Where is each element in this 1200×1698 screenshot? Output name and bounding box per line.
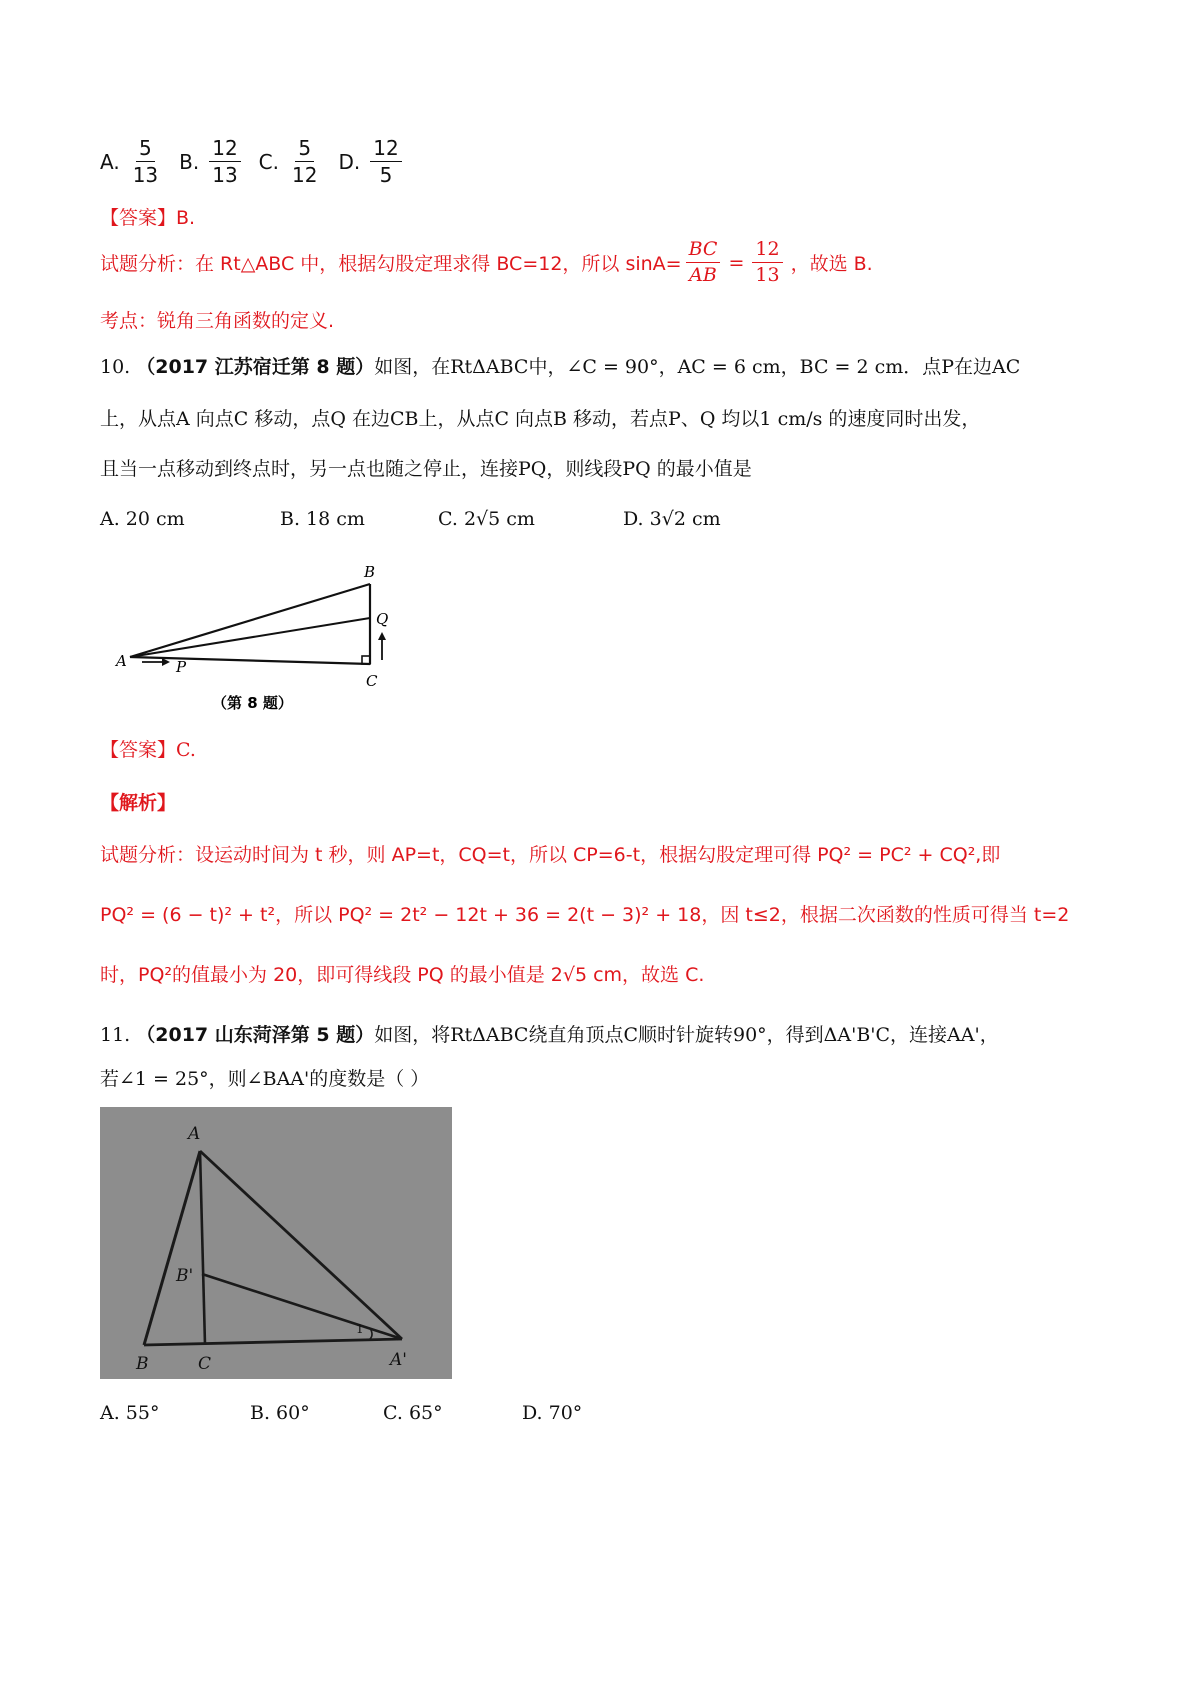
label-a: A [188,1124,201,1144]
fraction: $\frac{12}{5}$ [370,138,401,185]
q10-option-a: A. 20 cm [100,508,185,530]
q10-stem-line2: 上，从点A 向点C 移动，点Q 在边CB上，从点C 向点B 移动，若点P、Q 均以1 cm/s 的速度同时出发， [100,408,981,430]
arrow-q-head [378,632,386,640]
q9-option-a: A. $\frac{5}{13}$ [100,138,165,185]
label-a: A [116,652,127,670]
q10-option-b: B. 18 cm [280,508,365,530]
label-p: P [176,658,187,676]
q9-options [100,138,406,185]
fraction: $\frac{5}{12}$ [292,136,318,187]
q10-analysis-line2: PQ² = (6 − t)² + t²，所以 PQ² = 2t² − 12t + 36 = 2(t − 3)² + 18，因 t≤2，根据二次函数的性质可得当 t=2 [100,904,1070,926]
q11-option-b: B. 60° [250,1402,310,1424]
q10-option-d: D. 3√2 cm [623,508,721,530]
fraction-12-13: $\frac{12}{13}$ [752,240,782,285]
label-c: C [366,672,378,690]
label-b: B [364,563,376,581]
q11-figure [100,1107,452,1379]
q11-option-c: C. 65° [383,1402,443,1424]
q9-answer: 【答案】B. [100,207,196,229]
q9-option-b: B. $\frac{12}{13}$ [179,138,245,185]
fraction-bc-ab: $\frac{BC}{AB}$ [686,240,721,285]
q11-options [100,1402,700,1428]
side-ab [130,584,370,657]
q11-stem-line1: 11. （2017 山东菏泽第 5 题）如图，将RtΔABC绕直角顶点C顺时针旋转90°，得到ΔA'B'C，连接AA'， [100,1024,999,1046]
label-angle-1: 1 [356,1322,364,1336]
q9-option-c: C. $\frac{5}{12}$ [259,138,325,185]
q10-analysis-title: 【解析】 [100,792,177,814]
label-a-prime: A' [390,1350,407,1370]
q10-analysis-line3: 时，PQ²的值最小为 20，即可得线段 PQ 的最小值是 2√5 cm，故选 C. [100,964,705,986]
q10-option-c: C. 2√5 cm [438,508,535,530]
q10-stem-line1: 10. （2017 江苏宿迁第 8 题）如图，在RtΔABC中，∠C = 90°，AC = 6 cm，BC = 2 cm．点P在边AC [100,356,1021,378]
q9-analysis: 试题分析：在 Rt△ABC 中，根据勾股定理求得 BC=12，所以 sinA= $\frac{BC}{AB}$ = $\frac{12}{13}$ ，故选 B. [100,238,873,286]
label-q: Q [376,610,389,628]
fraction: $\frac{5}{13}$ [132,136,159,187]
q11-stem-line2: 若∠1 = 25°，则∠BAA'的度数是（ ） [100,1068,430,1090]
q10-stem-line3: 且当一点移动到终点时，另一点也随之停止，连接PQ，则线段PQ 的最小值是 [100,458,752,480]
q10-analysis-line1: 试题分析：设运动时间为 t 秒，则 AP=t，CQ=t，所以 CP=6-t，根据勾股定理可得 PQ² = PC² + CQ²,即 [100,844,1001,866]
segment-aq [130,618,370,657]
label-b-prime: B' [176,1266,194,1286]
label-c: C [198,1354,212,1374]
q10-figure [112,560,412,720]
q10-options [100,508,800,534]
fraction: $\frac{12}{13}$ [209,138,240,185]
q10-answer: 【答案】C. [100,739,196,761]
q11-option-d: D. 70° [522,1402,583,1424]
label-b: B [136,1354,149,1374]
figure-caption: （第 8 题） [212,694,293,712]
q11-option-a: A. 55° [100,1402,160,1424]
q9-keypoint: 考点：锐角三角函数的定义. [100,310,335,332]
q9-option-d: D. $\frac{12}{5}$ [338,138,405,185]
